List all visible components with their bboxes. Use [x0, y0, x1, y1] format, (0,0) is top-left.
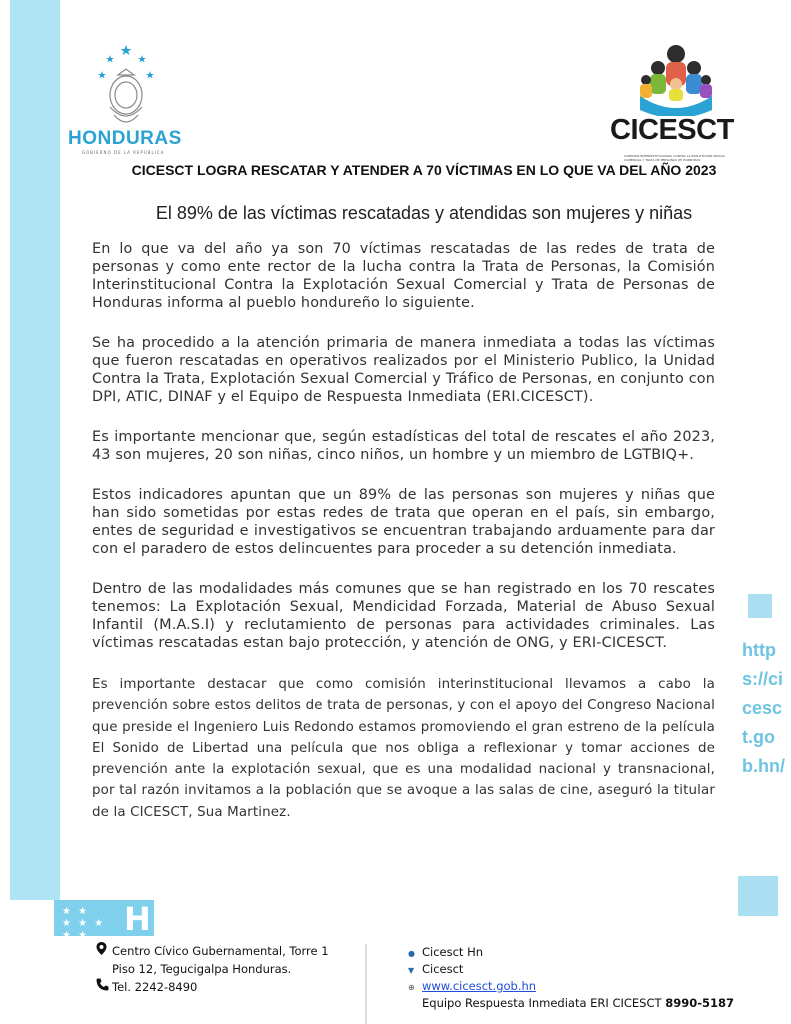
cicesct-tagline: COMISIÓN INTERINSTITUCIONAL CONTRA LA EXPLOTACIÓN SEXUAL COMERCIAL Y TRATA DE PERSONAS DE HONDURAS — [624, 154, 726, 162]
side-url-link[interactable]: https://cicesct.gob.hn/ — [742, 640, 785, 776]
phone-row — [96, 978, 329, 996]
honduras-wordmark: HONDURAS — [68, 128, 182, 149]
address-row — [96, 942, 329, 960]
paragraph: Dentro de las modalidades más comunes que se han registrado en los 70 rescates tenemos: La Explotación Sexual, Mendicidad Forzada, Material de Abuso Sexual Infantil (M.A.S.I) y reclutamiento de personas para actividades criminales. Las víctimas rescatadas estan bajo protección, y atención de ONG, y ERI-CICESCT. — [92, 581, 715, 651]
right-decorative-block-top — [748, 594, 772, 618]
eri-row — [408, 995, 734, 1012]
footer-contact — [96, 942, 329, 996]
address-row-2 — [96, 960, 329, 978]
twitter-handle: Cicesct — [422, 962, 464, 976]
phone-number: Tel. 2242-8490 — [112, 980, 198, 994]
facebook-handle: Cicesct Hn — [422, 945, 484, 959]
website-link[interactable]: www.cicesct.gob.hn — [422, 979, 537, 993]
coat-of-arms-icon — [96, 45, 156, 130]
honduras-subtitle: GOBIERNO DE LA REPÚBLICA — [82, 150, 165, 155]
article-body — [92, 240, 715, 845]
twitter-row[interactable] — [408, 961, 734, 978]
honduras-h-badge — [54, 900, 154, 941]
family-group-icon — [636, 44, 716, 116]
h-letter: H — [124, 900, 151, 938]
cicesct-logo — [606, 44, 741, 162]
honduras-logo — [68, 40, 188, 160]
location-pin-icon — [96, 942, 112, 960]
headline: CICESCT LOGRA RESCATAR Y ATENDER A 70 VÍCTIMAS EN LO QUE VA DEL AÑO 2023 — [131, 162, 717, 178]
footer-divider — [365, 944, 367, 1024]
address-line-1: Centro Cívico Gubernamental, Torre 1 — [112, 944, 329, 958]
paragraph: Es importante mencionar que, según estadísticas del total de rescates el año 2023, 43 son mujeres, 20 son niñas, cinco niños, un hombre y un miembro de LGTBIQ+. — [92, 429, 715, 463]
stars-icon: ★ ★ ★ ★ ★ ★ ★ — [62, 906, 106, 941]
eri-number: 8990-5187 — [665, 996, 734, 1010]
paragraph: Es importante destacar que como comisión interinstitucional llevamos a cabo la prevención sobre estos delitos de trata de personas, y con el apoyo del Congreso Nacional que preside el Ingeniero Luis Redondo estamos promoviendo el gran estreno de la película El Sonido de Libertad una película que nos obliga a reflexionar y tomar acciones de prevención ante la explotación sexual, que es una modalidad nacional y transnacional, por tal razón invitamos a la población que se avoque a las salas de cine, aseguró la titular de la CICESCT, Sua Martinez. — [92, 677, 715, 820]
website-row[interactable] — [408, 978, 734, 995]
facebook-row[interactable] — [408, 944, 734, 961]
twitter-icon: ▼ — [408, 966, 415, 975]
footer-social — [408, 944, 734, 1012]
paragraph: Se ha procedido a la atención primaria de manera inmediata a todas las víctimas que fueron rescatadas en operativos realizados por el Ministerio Publico, la Unidad Contra la Trata, Explotación Sexual Comercial y Tráfico de Personas, en conjunto con DPI, ATIC, DINAF y el Equipo de Respuesta Inmediata (ERI.CICESCT). — [92, 335, 715, 405]
right-decorative-block-bottom — [738, 876, 778, 916]
phone-icon — [96, 978, 112, 996]
left-decorative-strip — [10, 0, 60, 900]
globe-icon: ⊕ — [408, 983, 415, 992]
facebook-icon: ● — [408, 949, 415, 958]
paragraph: Estos indicadores apuntan que un 89% de las personas son mujeres y niñas que han sido sometidas por estas redes de trata que operan en el país, sin embargo, entes de seguridad e investigativos se encuentran trabajando arduamente para dar con el paradero de estos delincuentes para proceder a su detención inmediata. — [92, 487, 715, 557]
cicesct-wordmark: CICESCT — [610, 114, 734, 146]
paragraph: En lo que va del año ya son 70 víctimas rescatadas de las redes de trata de personas y como ente rector de la lucha contra la Trata de Personas, la Comisión Interinstitucional Contra la Explotación Sexual Comercial y Trata de Personas de Honduras informa al pueblo hondureño lo siguiente. — [92, 241, 715, 311]
subheadline: El 89% de las víctimas rescatadas y atendidas son mujeres y niñas — [155, 203, 693, 223]
eri-label: Equipo Respuesta Inmediata ERI CICESCT — [422, 996, 662, 1010]
address-line-2: Piso 12, Tegucigalpa Honduras. — [112, 962, 292, 976]
